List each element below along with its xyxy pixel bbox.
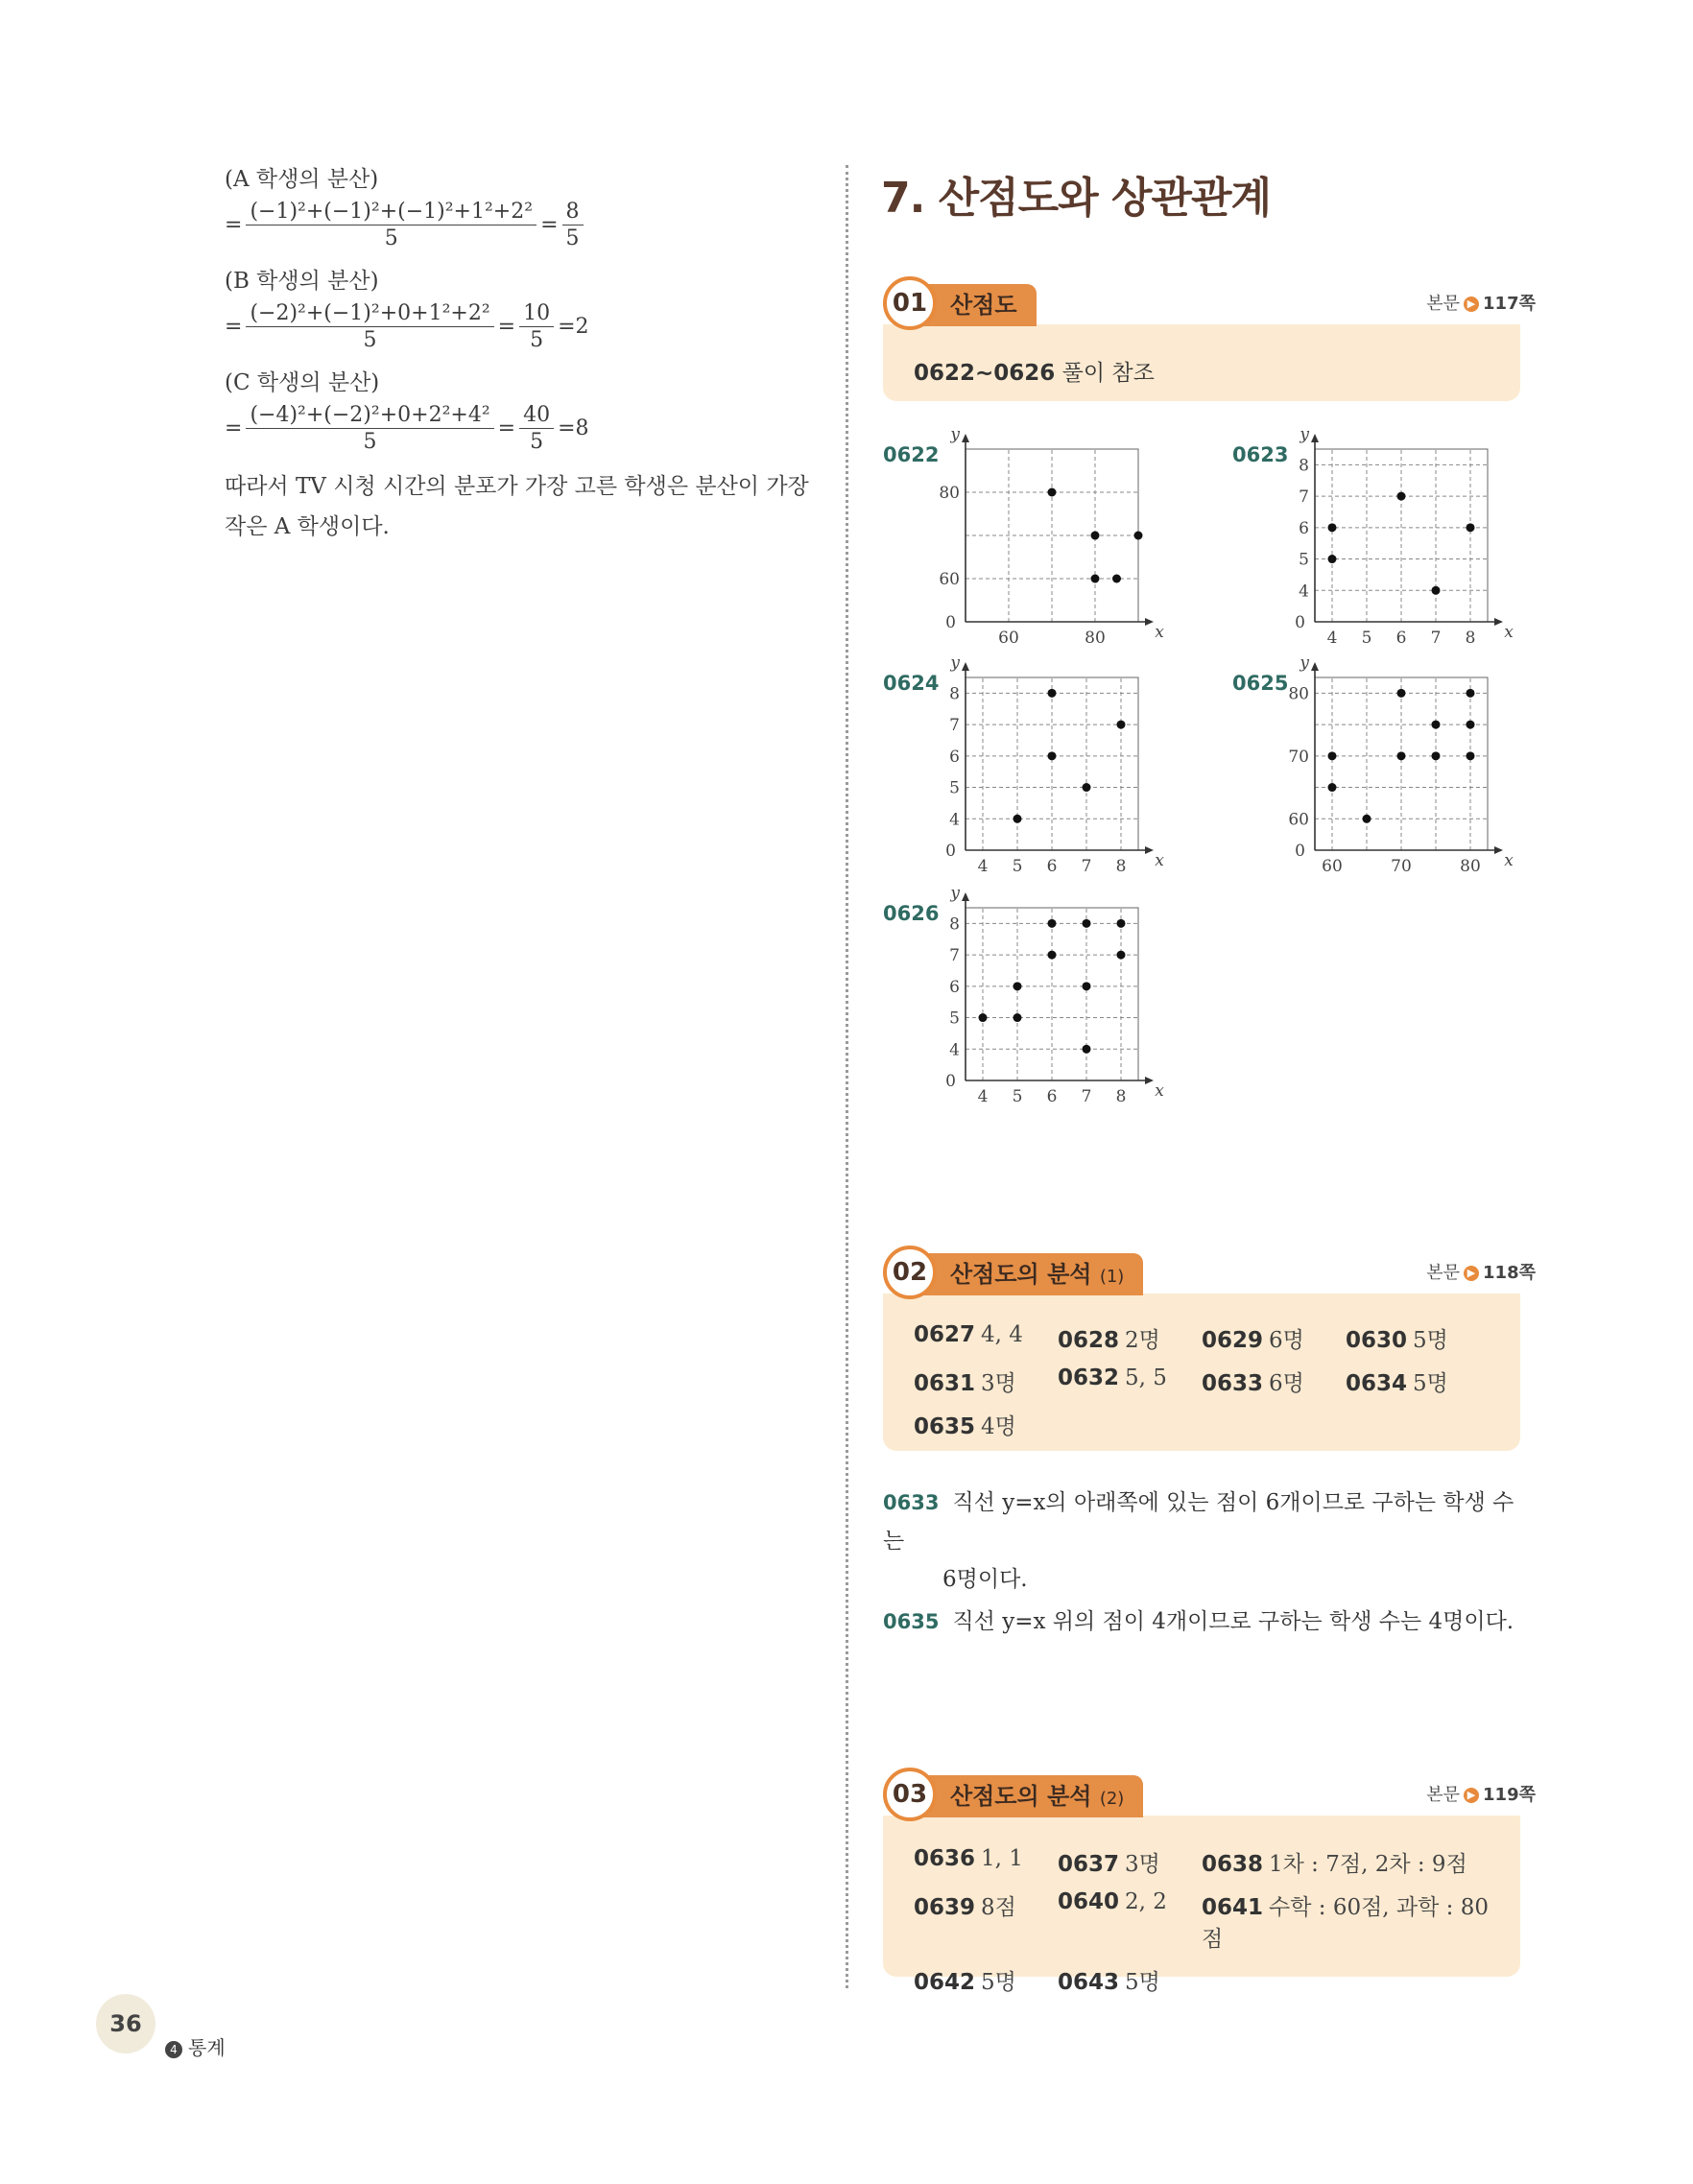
answer-value: 3명 xyxy=(1125,1852,1160,1877)
answer-id: 0636 xyxy=(914,1846,976,1871)
answer-item xyxy=(1202,1322,1346,1354)
arrow-right-icon: ▶ xyxy=(1464,1788,1479,1803)
answer-value: 6명 xyxy=(1269,1371,1304,1396)
data-point xyxy=(1117,919,1126,928)
y-tick-label: 70 xyxy=(1288,747,1309,767)
answer-id: 0638 xyxy=(1202,1852,1264,1877)
section-02-answer-box xyxy=(883,1294,1520,1451)
chapter-number-icon: 4 xyxy=(165,2041,182,2058)
answer-item xyxy=(1346,1365,1490,1397)
data-point xyxy=(1083,919,1091,928)
x-tick-label: 4 xyxy=(1326,629,1338,648)
x-tick-label: 4 xyxy=(977,1087,989,1106)
fraction: $\frac{10}{5}$ xyxy=(519,301,554,352)
x-tick-label: 6 xyxy=(1395,629,1407,648)
data-point xyxy=(1328,523,1337,532)
answers-grid xyxy=(914,1322,1490,1440)
answer-value: 4명 xyxy=(981,1414,1016,1439)
x-axis-label: x xyxy=(1504,623,1514,642)
x-tick-label: 8 xyxy=(1465,629,1476,648)
origin-label: 0 xyxy=(945,1072,956,1091)
x-tick-label: 4 xyxy=(977,857,989,876)
data-point xyxy=(1117,951,1126,960)
section-title: 산점도의 분석 (1) xyxy=(912,1253,1143,1295)
fraction: $\frac{\text{(−2)²+(−1)²+0+1²+2²}}{5}$ xyxy=(246,301,493,352)
answer-value: 6명 xyxy=(1269,1328,1304,1353)
answer-value: 1, 1 xyxy=(981,1846,1023,1871)
data-point xyxy=(1083,1045,1091,1054)
y-axis-arrow xyxy=(962,662,969,671)
y-tick-label: 8 xyxy=(1299,456,1309,476)
y-tick-label: 8 xyxy=(949,684,960,704)
x-axis-arrow xyxy=(1145,618,1154,626)
data-point xyxy=(1328,783,1337,792)
plot-label-0625: 0625 xyxy=(1232,672,1289,695)
section-title: 산점도의 분석 (2) xyxy=(912,1775,1143,1817)
x-tick-label: 6 xyxy=(1046,857,1058,876)
answer-item xyxy=(914,1964,1058,1996)
x-tick-label: 7 xyxy=(1430,629,1442,648)
section-01-answer-box xyxy=(883,324,1520,401)
answer-value: 3명 xyxy=(981,1371,1016,1396)
y-tick-label: 8 xyxy=(949,914,960,935)
chapter-label: 4 통계 xyxy=(165,2032,226,2060)
explanation-0635: 0635 직선 y=x 위의 점이 4개이므로 구하는 학생 수는 4명이다. xyxy=(883,1609,1514,1634)
x-tick-label: 60 xyxy=(998,629,1019,648)
plot-frame xyxy=(966,677,1138,850)
page-reference: 본문 ▶ 119쪽 xyxy=(1426,1785,1536,1805)
answer-id: 0635 xyxy=(914,1414,976,1439)
label-a: (A 학생의 분산) xyxy=(225,167,379,192)
answer-value: 5명 xyxy=(1413,1371,1448,1396)
plot-frame xyxy=(1315,449,1488,622)
x-tick-label: 7 xyxy=(1081,857,1092,876)
y-tick-label: 80 xyxy=(1288,684,1309,704)
answer-item xyxy=(1202,1846,1509,1878)
x-axis-arrow xyxy=(1494,846,1503,854)
label-b: (B 학생의 분산) xyxy=(225,269,379,294)
data-point xyxy=(1013,1013,1022,1022)
scatter-plot-0624 xyxy=(931,653,1164,883)
answer-value: 5명 xyxy=(1125,1970,1160,1995)
x-axis-arrow xyxy=(1494,618,1503,626)
plot-label-0622: 0622 xyxy=(883,443,940,466)
answer-value: 2, 2 xyxy=(1125,1889,1167,1914)
section-number-badge: 01 xyxy=(883,276,937,330)
page-reference: 본문 ▶ 117쪽 xyxy=(1426,294,1536,314)
y-tick-label: 6 xyxy=(949,977,960,997)
y-tick-label: 60 xyxy=(1288,810,1309,830)
y-tick-label: 7 xyxy=(949,716,960,736)
y-tick-label: 60 xyxy=(939,570,960,589)
x-tick-label: 70 xyxy=(1391,857,1412,876)
x-tick-label: 5 xyxy=(1012,857,1023,876)
conclusion-text: 따라서 TV 시청 시간의 분포가 가장 고른 학생은 분산이 가장 작은 A 학생이다. xyxy=(225,474,809,539)
data-point xyxy=(1048,919,1057,928)
page-number: 36 xyxy=(96,1994,155,2053)
data-point xyxy=(1091,575,1100,583)
answer-id: 0639 xyxy=(914,1895,976,1920)
section-number-badge: 03 xyxy=(883,1768,937,1821)
y-axis-label: y xyxy=(950,884,960,903)
label-c: (C 학생의 분산) xyxy=(225,370,380,395)
answer-id: 0643 xyxy=(1058,1970,1120,1995)
answer-item xyxy=(1202,1365,1346,1397)
answer-item xyxy=(1346,1322,1490,1354)
y-axis-label: y xyxy=(1300,425,1309,444)
answer-line: 0622~0626 풀이 참조 xyxy=(914,361,1155,386)
answer-item xyxy=(914,1322,1058,1354)
y-tick-label: 5 xyxy=(949,1009,960,1029)
column-divider xyxy=(846,165,848,1988)
page-title: 7. 산점도와 상관관계 xyxy=(881,174,1271,223)
y-tick-label: 4 xyxy=(949,810,960,830)
y-axis-arrow xyxy=(962,892,969,901)
y-tick-label: 7 xyxy=(1299,487,1309,508)
y-axis-label: y xyxy=(1300,653,1309,673)
answer-item xyxy=(914,1365,1058,1397)
y-axis-arrow xyxy=(1311,434,1319,442)
data-point xyxy=(1328,555,1337,563)
data-point xyxy=(1048,751,1057,760)
data-point xyxy=(1048,689,1057,698)
y-tick-label: 7 xyxy=(949,946,960,966)
origin-label: 0 xyxy=(1295,842,1305,861)
answer-id: 0640 xyxy=(1058,1889,1120,1914)
arrow-right-icon: ▶ xyxy=(1464,1266,1479,1281)
section-number-badge: 02 xyxy=(883,1246,937,1299)
answer-value: 1차 : 7점, 2차 : 9점 xyxy=(1269,1852,1467,1877)
scatter-plot-0622 xyxy=(931,425,1164,654)
answer-id: 0637 xyxy=(1058,1852,1120,1877)
y-tick-label: 80 xyxy=(939,484,960,503)
x-axis-arrow xyxy=(1145,1077,1154,1084)
x-tick-label: 7 xyxy=(1081,1087,1092,1106)
answer-value: 5명 xyxy=(1413,1328,1448,1353)
x-axis-label: x xyxy=(1155,623,1164,642)
plot-frame xyxy=(966,449,1138,622)
plot-label-0623: 0623 xyxy=(1232,443,1289,466)
data-point xyxy=(1363,815,1371,823)
answer-id: 0632 xyxy=(1058,1365,1120,1390)
data-point xyxy=(1432,751,1441,760)
answer-id: 0642 xyxy=(914,1970,976,1995)
data-point xyxy=(1083,982,1091,990)
data-point xyxy=(1432,721,1441,729)
plot-label-0624: 0624 xyxy=(883,672,940,695)
answer-id: 0641 xyxy=(1202,1895,1264,1920)
answer-value: 5, 5 xyxy=(1125,1365,1167,1390)
data-point xyxy=(1328,751,1337,760)
answer-id: 0633 xyxy=(1202,1371,1264,1396)
answer-item xyxy=(914,1889,1058,1953)
answer-value: 4, 4 xyxy=(981,1322,1023,1347)
answer-id: 0629 xyxy=(1202,1328,1264,1353)
plot-frame xyxy=(1315,677,1488,850)
data-point xyxy=(1397,689,1406,698)
answer-value: 수학 : 60점, 과학 : 80점 xyxy=(1202,1895,1490,1952)
answer-item xyxy=(1058,1964,1202,1996)
answer-id: 0628 xyxy=(1058,1328,1120,1353)
answer-item xyxy=(1058,1322,1202,1354)
origin-label: 0 xyxy=(945,842,956,861)
origin-label: 0 xyxy=(945,613,956,632)
data-point xyxy=(1013,982,1022,990)
answer-id: 0627 xyxy=(914,1322,976,1347)
data-point xyxy=(1466,721,1475,729)
x-axis-label: x xyxy=(1155,1081,1164,1101)
section-title: 산점도 xyxy=(912,284,1037,326)
answer-id: 0630 xyxy=(1346,1328,1408,1353)
arrow-right-icon: ▶ xyxy=(1464,297,1479,312)
scatter-plot-0626 xyxy=(931,884,1164,1113)
data-point xyxy=(1466,751,1475,760)
explanation-0633: 0633 직선 y=x의 아래쪽에 있는 점이 6개이므로 구하는 학생 수는 6명이다. xyxy=(883,1490,1514,1592)
scatter-plot-0625 xyxy=(1280,653,1514,883)
answer-id: 0634 xyxy=(1346,1371,1408,1396)
equation-b: = $\frac{\text{(−2)²+(−1)²+0+1²+2²}}{5}$ = $\frac{10}{5}$ =2 xyxy=(225,301,589,352)
x-tick-label: 80 xyxy=(1460,857,1481,876)
section-03-answer-box xyxy=(883,1816,1520,1995)
answer-item xyxy=(1058,1365,1202,1397)
data-point xyxy=(1397,492,1406,501)
y-axis-label: y xyxy=(950,653,960,673)
data-point xyxy=(1466,689,1475,698)
y-tick-label: 5 xyxy=(949,778,960,798)
y-axis-arrow xyxy=(962,434,969,442)
fraction: $\frac{40}{5}$ xyxy=(519,403,554,454)
x-tick-label: 60 xyxy=(1322,857,1343,876)
answer-item xyxy=(1058,1846,1202,1878)
x-axis-label: x xyxy=(1504,851,1514,870)
y-axis-arrow xyxy=(1311,662,1319,671)
data-point xyxy=(1048,488,1057,497)
x-tick-label: 80 xyxy=(1085,629,1106,648)
x-tick-label: 8 xyxy=(1115,857,1127,876)
data-point xyxy=(979,1013,988,1022)
data-point xyxy=(1013,815,1022,823)
answer-value: 5명 xyxy=(981,1970,1016,1995)
x-tick-label: 5 xyxy=(1012,1087,1023,1106)
answer-item xyxy=(914,1846,1058,1878)
answer-value: 8점 xyxy=(981,1895,1016,1920)
data-point xyxy=(1397,751,1406,760)
y-tick-label: 4 xyxy=(1299,582,1309,602)
plot-frame xyxy=(966,908,1138,1080)
answer-value: 2명 xyxy=(1125,1328,1160,1353)
x-tick-label: 8 xyxy=(1115,1087,1127,1106)
data-point xyxy=(1112,575,1121,583)
y-axis-label: y xyxy=(950,425,960,444)
page-reference: 본문 ▶ 118쪽 xyxy=(1426,1263,1536,1283)
data-point xyxy=(1091,532,1100,540)
data-point xyxy=(1432,586,1441,595)
data-point xyxy=(1117,721,1126,729)
fraction: $\frac{\text{(−4)²+(−2)²+0+2²+4²}}{5}$ xyxy=(246,403,493,454)
x-axis-arrow xyxy=(1145,846,1154,854)
x-tick-label: 5 xyxy=(1361,629,1372,648)
x-axis-label: x xyxy=(1155,851,1164,870)
answer-id: 0631 xyxy=(914,1371,976,1396)
y-tick-label: 5 xyxy=(1299,550,1309,570)
y-tick-label: 6 xyxy=(949,747,960,767)
y-tick-label: 4 xyxy=(949,1040,960,1060)
data-point xyxy=(1134,532,1143,540)
answer-item xyxy=(1058,1889,1202,1953)
data-point xyxy=(1083,783,1091,792)
data-point xyxy=(1466,523,1475,532)
answer-item xyxy=(914,1409,1058,1440)
plot-label-0626: 0626 xyxy=(883,902,940,925)
fraction: $\frac{\text{(−1)²+(−1)²+(−1)²+1²+2²}}{5}$ xyxy=(246,200,537,250)
y-tick-label: 6 xyxy=(1299,518,1309,538)
equation-c: = $\frac{\text{(−4)²+(−2)²+0+2²+4²}}{5}$ = $\frac{40}{5}$ =8 xyxy=(225,403,589,454)
answer-item xyxy=(1202,1889,1509,1953)
answers-grid xyxy=(914,1846,1509,1996)
scatter-plot-0623 xyxy=(1280,425,1514,654)
fraction: $\frac{8}{5}$ xyxy=(562,200,584,250)
origin-label: 0 xyxy=(1295,613,1305,632)
data-point xyxy=(1048,951,1057,960)
equation-a: = $\frac{\text{(−1)²+(−1)²+(−1)²+1²+2²}}{5}$ = $\frac{8}{5}$ xyxy=(225,200,587,250)
x-tick-label: 6 xyxy=(1046,1087,1058,1106)
